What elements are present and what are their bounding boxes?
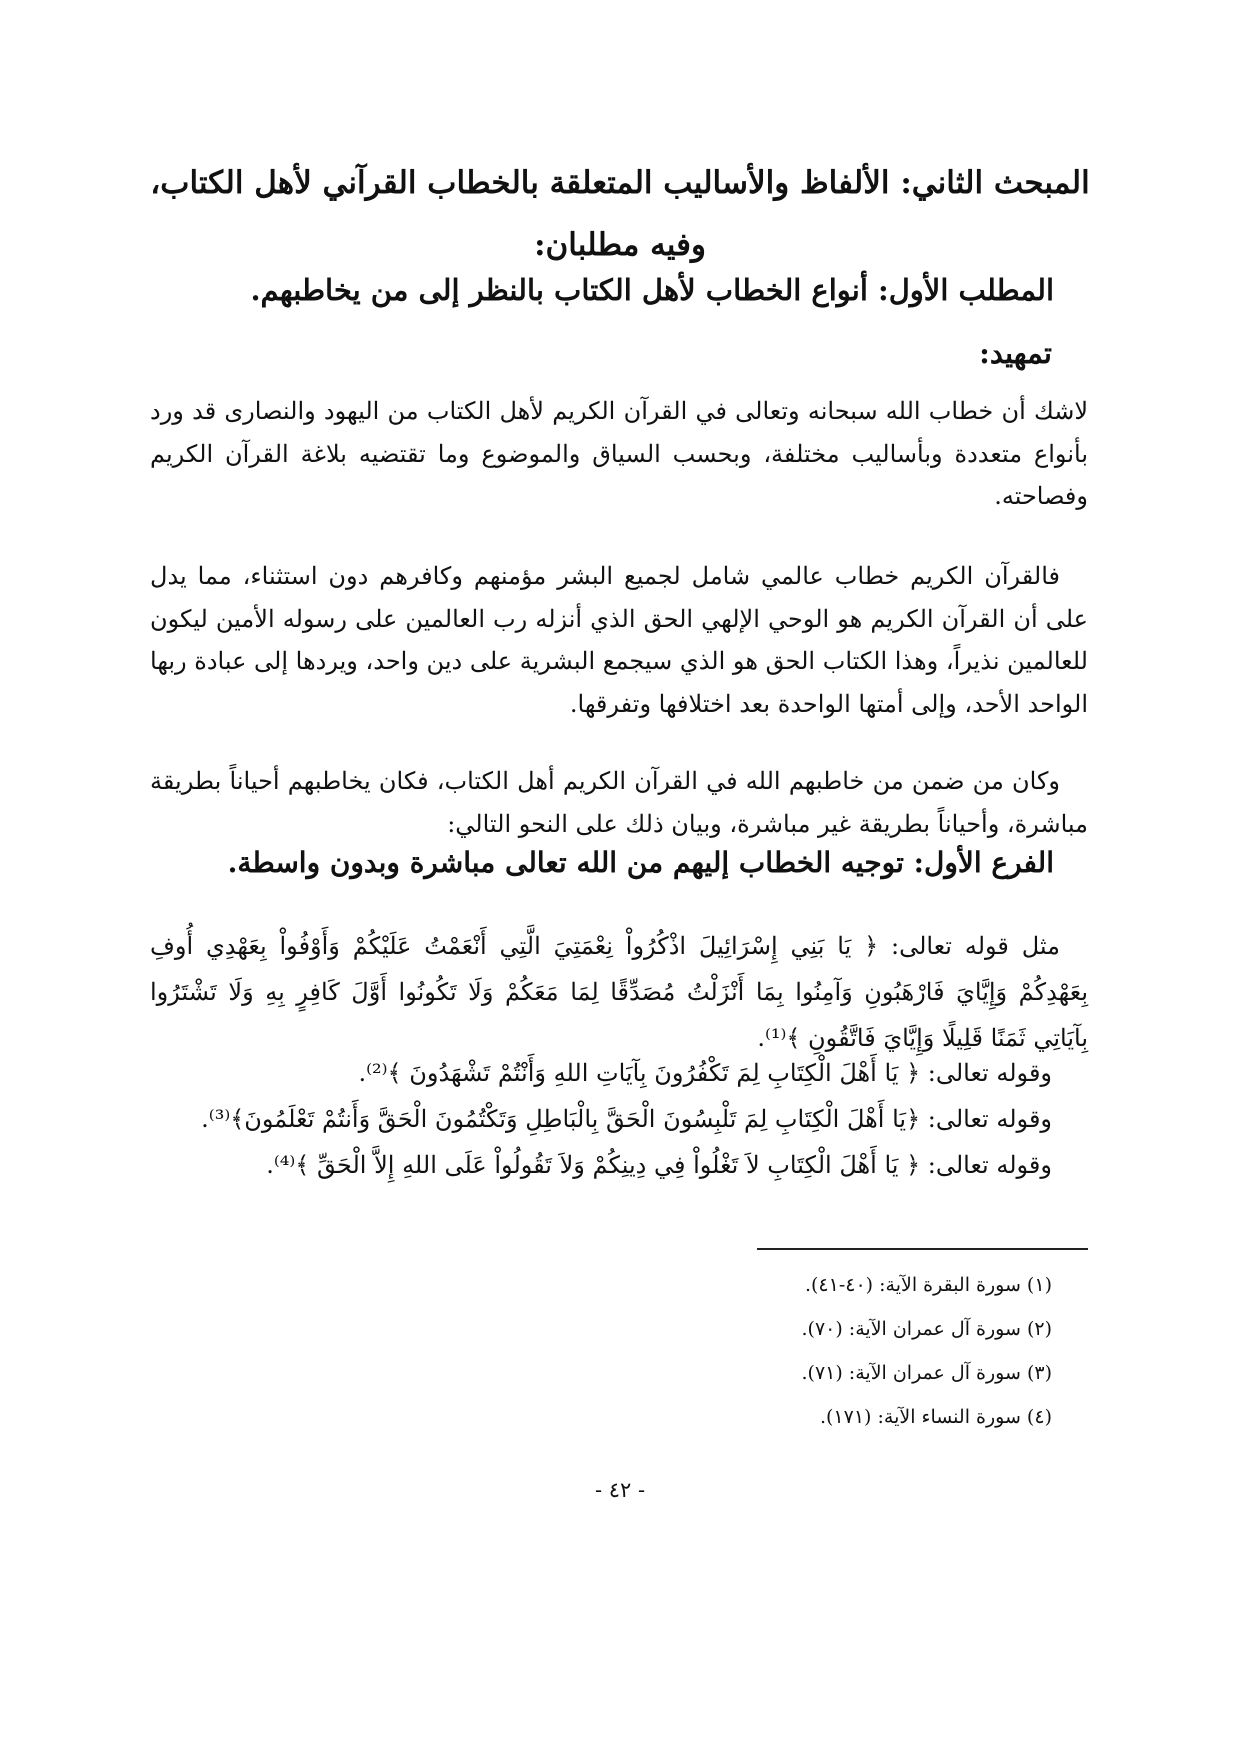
quran-quote-3: وقوله تعالى: ﴿يَا أَهْلَ الْكِتَابِ لِمَ تَلْبِسُونَ الْحَقَّ بِالْبَاطِلِ وَتَكْتُمُونَ الْحَقَّ وَأَنتُمْ تَعْلَمُونَ﴾⁽³⁾. — [201, 1105, 1052, 1133]
paragraph-2: فالقرآن الكريم خطاب عالمي شامل لجميع البشر مؤمنهم وكافرهم دون استثناء، مما يدل على أن القرآن الكريم هو الوحي الإلهي الحق الذي أنزله رب العالمين على رسوله الأمين ليكون للعالمين نذيراً، وهذا الكتاب الحق هو الذي سيجمع البشرية على دين واحد، ويردها إلى عبادة ربها الواحد الأحد، وإلى أمتها الواحدة بعد اختلافها وتفرقها. — [150, 562, 1089, 718]
section-title: المبحث الثاني: الألفاظ والأساليب المتعلقة بالخطاب القرآني لأهل الكتاب، وفيه مطلبان: — [150, 165, 1090, 263]
branch-title: الفرع الأول: توجيه الخطاب إليهم من الله تعالى مباشرة وبدون واسطة. — [227, 846, 1054, 879]
subsection-title: المطلب الأول: أنواع الخطاب لأهل الكتاب بالنظر إلى من يخاطبهم. — [250, 273, 1054, 307]
quran-quote-2: وقوله تعالى: ﴿ يَا أَهْلَ الْكِتَابِ لِمَ تَكْفُرُونَ بِآيَاتِ اللهِ وَأَنْتُمْ تَشْهَدُونَ ﴾⁽²⁾. — [358, 1059, 1052, 1087]
paragraph-3: وكان من ضمن من خاطبهم الله في القرآن الكريم أهل الكتاب، فكان يخاطبهم أحياناً بطريقة مباشرة، وأحياناً بطريقة غير مباشرة، وبيان ذلك على النحو التالي: — [150, 767, 1088, 838]
page-number: - ٤٢ - — [594, 1478, 646, 1502]
footnote-3: (٣) سورة آل عمران الآية: (٧١). — [801, 1362, 1052, 1384]
footnote-1: (١) سورة البقرة الآية: (٤٠-٤١). — [804, 1274, 1052, 1296]
footnote-2: (٢) سورة آل عمران الآية: (٧٠). — [801, 1318, 1052, 1340]
paragraph-1: لاشك أن خطاب الله سبحانه وتعالى في القرآن الكريم لأهل الكتاب من اليهود والنصارى قد ورد بأنواع متعددة وبأساليب مختلفة، وبحسب السياق والموضوع وما تقتضيه بلاغة القرآن الكريم وفصاحته. — [150, 397, 1088, 510]
intro-label: تمهيد: — [979, 336, 1052, 370]
quran-quote-1: مثل قوله تعالى: ﴿ يَا بَنِي إِسْرَائِيلَ اذْكُرُواْ نِعْمَتِيَ الَّتِي أَنْعَمْتُ عَلَيْكُمْ وَأَوْفُواْ بِعَهْدِي أُوفِ بِعَهْدِكُمْ وَإِيَّايَ فَارْهَبُونِ وَآمِنُوا بِمَا أَنْزَلْتُ مُصَدِّقًا لِمَا مَعَكُمْ وَلَا تَكُونُوا أَوَّلَ كَافِرٍ بِهِ وَلَا تَشْتَرُوا بِآيَاتِي ثَمَنًا قَلِيلًا وَإِيَّايَ فَاتَّقُونِ ﴾⁽¹⁾. — [150, 932, 1088, 1052]
quran-quote-4: وقوله تعالى: ﴿ يَا أَهْلَ الْكِتَابِ لاَ تَغْلُواْ فِي دِينِكُمْ وَلاَ تَقُولُواْ عَلَى اللهِ إِلاَّ الْحَقِّ ﴾⁽⁴⁾. — [266, 1151, 1052, 1179]
footnote-4: (٤) سورة النساء الآية: (١٧١). — [819, 1406, 1052, 1428]
footnote-divider — [757, 1248, 1088, 1250]
